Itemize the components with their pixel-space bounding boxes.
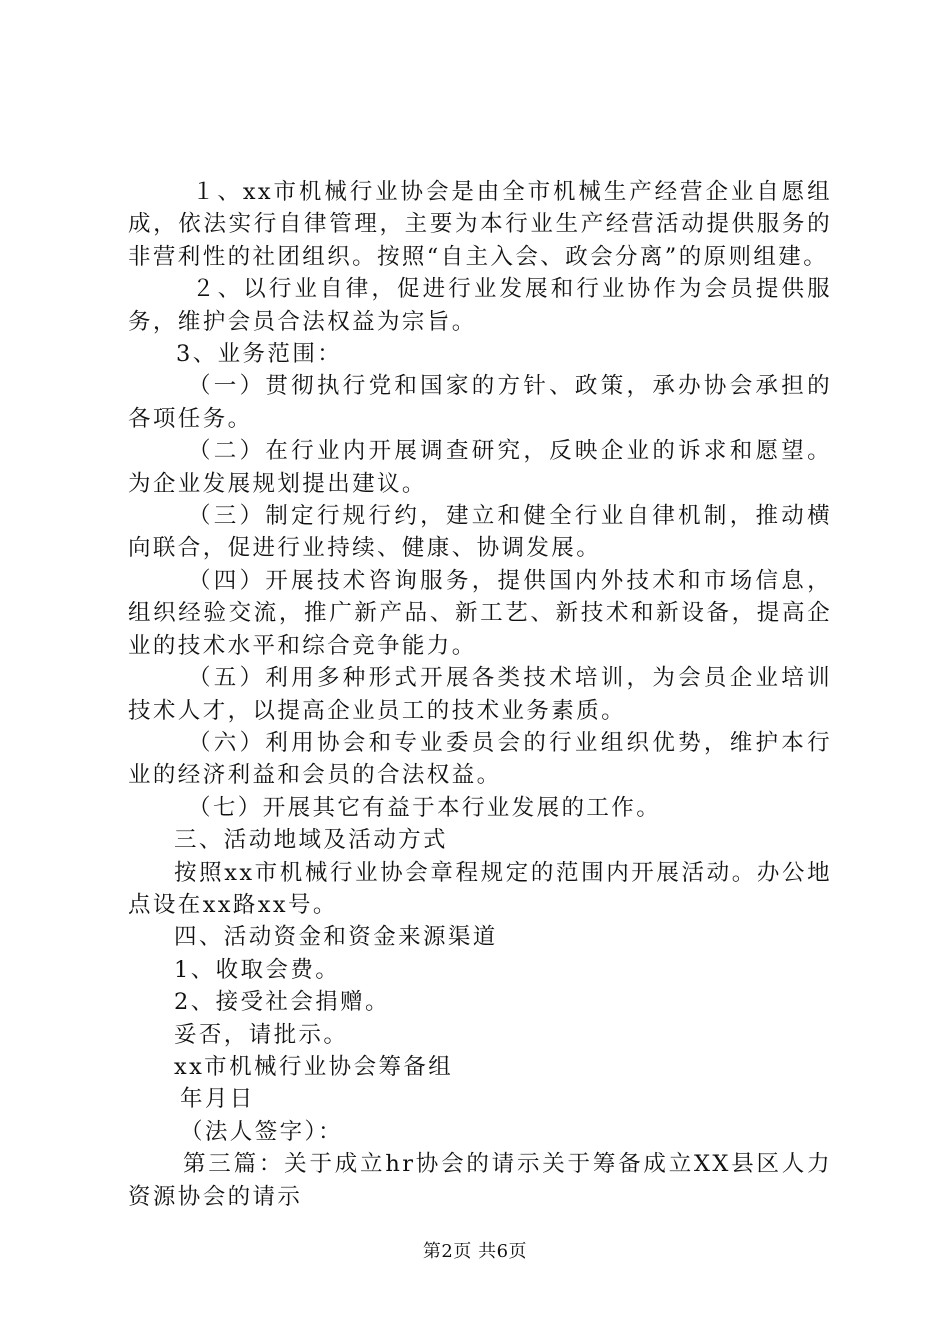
paragraph-chapter-3-title: 第三篇：关于成立hr协会的请示关于筹备成立XX县区人力资源协会的请示: [128, 1151, 832, 1210]
paragraph-signatory-org: xx市机械行业协会筹备组: [174, 1053, 454, 1080]
section-heading-funding: 四、活动资金和资金来源渠道: [174, 924, 498, 951]
page-number-footer: 第2页 共6页: [422, 1241, 528, 1262]
paragraph-scope-item-2: （二）在行业内开展调查研究，反映企业的诉求和愿望。为企业发展规划提出建议。: [128, 438, 832, 497]
paragraph-scope-item-5: （五）利用多种形式开展各类技术培训，为会员企业培训技术人才，以提高企业员工的技术业务素质。: [128, 665, 832, 724]
paragraph-funding-item-2: 2、接受社会捐赠。: [174, 989, 390, 1016]
paragraph-scope-item-4: （四）开展技术咨询服务，提供国内外技术和市场信息，组织经验交流，推广新产品、新工艺、新技术和新设备，提高企业的技术水平和综合竞争能力。: [128, 567, 832, 659]
paragraph-funding-item-1: 1、收取会费。: [174, 956, 341, 983]
paragraph-scope-item-7: （七）开展其它有益于本行业发展的工作。: [188, 794, 662, 821]
paragraph-scope-item-6: （六）利用协会和专业委员会的行业组织优势，维护本行业的经济利益和会员的合法权益。: [128, 729, 832, 789]
section-heading-activity-area: 三、活动地域及活动方式: [174, 827, 448, 854]
paragraph-activity-area: 按照xx市机械行业协会章程规定的范围内开展活动。办公地点设在xx路xx号。: [128, 859, 832, 918]
paragraph-request-approval: 妥否，请批示。: [174, 1021, 349, 1048]
paragraph-legal-rep-signature: （法人签字）：: [180, 1118, 344, 1145]
paragraph-article-2: ２、以行业自律，促进行业发展和行业协作为会员提供服务，维护会员合法权益为宗旨。: [128, 276, 832, 335]
paragraph-date: 年月日: [180, 1086, 255, 1113]
paragraph-article-1: １、xx市机械行业协会是由全市机械生产经营企业自愿组成，依法实行自律管理，主要为本行业生产经营活动提供服务的非营利性的社团组织。按照“自主入会、政会分离”的原则组建。: [128, 179, 832, 270]
paragraph-business-scope-heading: 3、业务范围：: [176, 341, 343, 368]
document-body: [128, 176, 832, 1213]
paragraph-scope-item-3: （三）制定行规行约，建立和健全行业自律机制，推动横向联合，促进行业持续、健康、协调发展。: [128, 503, 832, 562]
paragraph-scope-item-1: （一）贯彻执行党和国家的方针、政策，承办协会承担的各项任务。: [128, 373, 832, 432]
